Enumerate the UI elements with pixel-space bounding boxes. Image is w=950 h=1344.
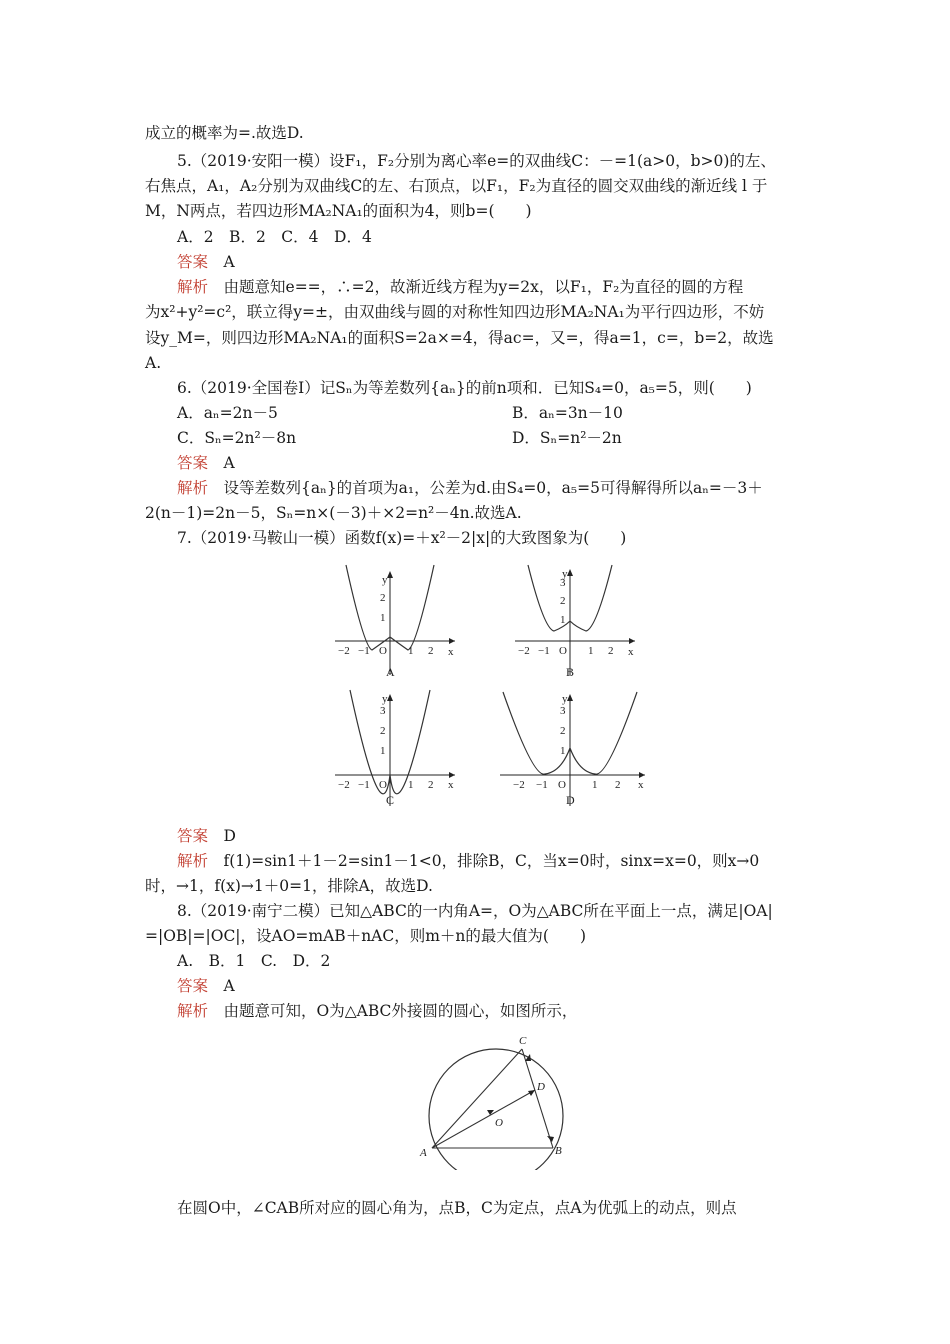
axis-x-label: x (628, 646, 634, 658)
analysis-line (177, 1001, 577, 1021)
tick-x-neg1: −1 (538, 645, 550, 657)
graph-label-a: A (386, 665, 395, 679)
graph-option-b (510, 563, 640, 683)
graph-label-c: C (386, 793, 395, 807)
text-line: A. (145, 354, 162, 372)
tick-x-neg2: −2 (518, 645, 530, 657)
axis-y-label: y (382, 574, 388, 586)
tick-y-2: 2 (560, 595, 566, 607)
tick-x-neg2: −2 (513, 779, 525, 791)
option-d: D．Sₙ=n²－2n (512, 429, 622, 447)
text-line: 右焦点，A₁，A₂分别为双曲线C的左、右顶点，以F₁，F₂为直径的圆交双曲线的渐近线 l 于 (145, 177, 768, 195)
point-a-label: A (420, 1147, 427, 1159)
question-6-stem: 6.（2019·全国卷Ⅰ）记Sₙ为等差数列{aₙ}的前n项和．已知S₄=0，a₅=5，则( ) (177, 379, 752, 397)
tick-x-2: 2 (428, 645, 434, 657)
question-5-stem: 5.（2019·安阳一模）设F₁，F₂分别为离心率e=的双曲线C：－=1(a>0，b>0)的左、 (177, 152, 776, 170)
point-d-label: D (537, 1081, 545, 1093)
point-o-label: O (495, 1117, 503, 1129)
text-line: =|OB|=|OC|，设AO=mAB＋nAC，则m＋n的最大值为( ) (145, 927, 587, 945)
origin-label: O (559, 645, 567, 657)
tick-y-1: 1 (380, 745, 386, 757)
tick-x-2: 2 (615, 779, 621, 791)
question-7-stem: 7.（2019·马鞍山一模）函数f(x)=＋x²－2|x|的大致图象为( ) (177, 529, 627, 547)
point-b-label: B (555, 1145, 562, 1157)
tick-y-1: 1 (560, 614, 566, 626)
origin-label: O (379, 779, 387, 791)
tick-y-1: 1 (560, 745, 566, 757)
analysis-text: 由题意知e==，∴=2，故渐近线方程为y=2x，以F₁，F₂为直径的圆的方程 (208, 278, 744, 296)
origin-label: O (558, 779, 566, 791)
graph-option-c (330, 688, 460, 808)
tick-y-2: 2 (380, 592, 386, 604)
question-5-options: A．2 B．2 C．4 D．4 (177, 228, 372, 246)
tick-x-neg1: −1 (536, 779, 548, 791)
axis-x-label: x (638, 779, 644, 791)
answer-line (177, 976, 235, 996)
analysis-text: 设等差数列{aₙ}的首项为a₁，公差为d.由S₄=0，a₅=5可得解得所以aₙ=－3＋ (208, 479, 763, 497)
analysis-text: 由题意可知，O为△ABC外接圆的圆心，如图所示， (208, 1002, 578, 1020)
axis-y-label: y (562, 568, 568, 580)
graph-label-d: D (566, 793, 575, 807)
tick-x-2: 2 (428, 779, 434, 791)
text-line: 成立的概率为=.故选D. (145, 124, 304, 142)
text-line: 在圆O中，∠CAB所对应的圆心角为，点B，C为定点，点A为优弧上的动点，则点 (177, 1199, 737, 1217)
text-line: 时，→1，f(x)→1＋0=1，排除A，故选D. (145, 877, 433, 895)
analysis-line (177, 277, 743, 297)
answer-label: 答案 (177, 827, 209, 845)
analysis-label: 解析 (177, 852, 209, 870)
option-c: C．Sₙ=2n²－8n (177, 429, 297, 447)
tick-x-neg2: −2 (338, 645, 350, 657)
circumcircle-figure (405, 1030, 580, 1170)
text-line: 设y_M=，则四边形MA₂NA₁的面积S=2a×=4，得ac=，又=，得a=1，c=，b=2，故选 (145, 329, 774, 347)
axis-y-label: y (562, 693, 568, 705)
tick-y-2: 2 (560, 725, 566, 737)
answer-value: A (208, 454, 235, 472)
tick-x-2: 2 (608, 645, 614, 657)
point-c-label: C (519, 1035, 527, 1047)
analysis-line (177, 478, 763, 498)
tick-y-2: 2 (380, 725, 386, 737)
axis-x-label: x (448, 646, 454, 658)
tick-x-1: 1 (408, 645, 414, 657)
tick-y-1: 1 (380, 612, 386, 624)
answer-label: 答案 (177, 977, 209, 995)
answer-label: 答案 (177, 454, 209, 472)
text-line: 2(n－1)=2n－5，Sₙ=n×(－3)＋×2=n²－4n.故选A. (145, 504, 522, 522)
option-b: B．aₙ=3n－10 (512, 404, 623, 422)
axis-y-label: y (382, 693, 388, 705)
tick-x-1: 1 (408, 779, 414, 791)
graph-option-a (330, 563, 460, 683)
analysis-line (177, 851, 759, 871)
answer-value: A (208, 253, 235, 271)
tick-x-neg1: −1 (358, 645, 370, 657)
text-line: 为x²+y²=c²，联立得y=±，由双曲线与圆的对称性知四边形MA₂NA₁为平行四边形，不妨 (145, 303, 765, 321)
text-line: M，N两点，若四边形MA₂NA₁的面积为4，则b=( ) (145, 202, 532, 220)
tick-x-1: 1 (588, 645, 594, 657)
answer-line (177, 252, 235, 272)
analysis-label: 解析 (177, 1002, 209, 1020)
graph-option-d (495, 688, 655, 808)
analysis-label: 解析 (177, 479, 209, 497)
question-8-options: A. B．1 C. D．2 (177, 952, 331, 970)
tick-x-neg2: −2 (338, 779, 350, 791)
tick-y-3: 3 (560, 705, 566, 717)
analysis-label: 解析 (177, 278, 209, 296)
axis-x-label: x (448, 779, 454, 791)
tick-x-1: 1 (592, 779, 598, 791)
answer-line (177, 826, 236, 846)
tick-y-3: 3 (380, 705, 386, 717)
origin-label: O (379, 645, 387, 657)
answer-line (177, 453, 235, 473)
tick-x-neg1: −1 (358, 779, 370, 791)
analysis-text: f(1)=sin1＋1－2=sin1－1<0，排除B，C，当x=0时，sinx=x=0，则x→0 (208, 852, 760, 870)
answer-value: D (208, 827, 236, 845)
answer-value: A (208, 977, 235, 995)
option-a: A．aₙ=2n－5 (177, 404, 278, 422)
question-8-stem: 8.（2019·南宁二模）已知△ABC的一内角A=，O为△ABC所在平面上一点，满足|OA| (177, 902, 773, 920)
tick-y-3: 3 (560, 577, 566, 589)
answer-label: 答案 (177, 253, 209, 271)
graph-label-b: B (566, 665, 575, 679)
